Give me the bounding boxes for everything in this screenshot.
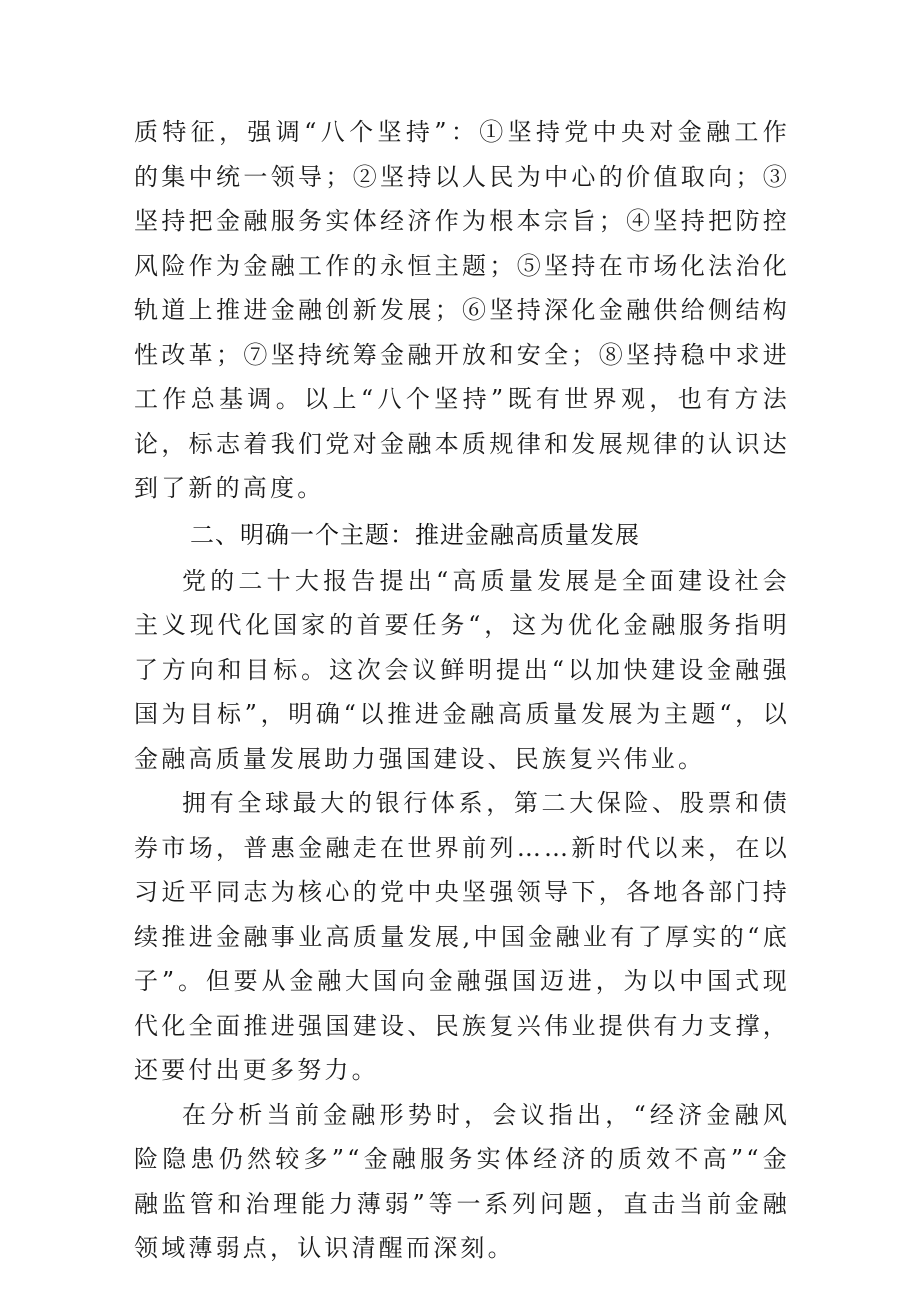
- paragraph-financial-system: 拥有全球最大的银行体系，第二大保险、股票和债券市场，普惠金融走在世界前列……新时代以来，在以习近平同志为核心的党中央坚强领导下，各地各部门持续推进金融事业高质量发展,中国金融业有了厚实的“底子”。但要从金融大国向金融强国迈进，为以中国式现代化全面推进强国建设、民族复兴伟业提供有力支撑，还要付出更多努力。: [134, 789, 790, 1084]
- paragraph-financial-risks: 在分析当前金融形势时，会议指出，“经济金融风险隐患仍然较多”“金融服务实体经济的质效不高”“金融监管和治理能力薄弱”等一系列问题，直击当前金融领域薄弱点，认识清醒而深刻。: [134, 1100, 790, 1262]
- section-heading-two: 二、明确一个主题：推进金融高质量发展: [190, 520, 640, 549]
- paragraph-high-quality-development: 党的二十大报告提出“高质量发展是全面建设社会主义现代化国家的首要任务“，这为优化金融服务指明了方向和目标。这次会议鲜明提出“以加快建设金融强国为目标”，明确“以推进金融高质量发展为主题“，以金融高质量发展助力强国建设、民族复兴伟业。: [134, 566, 790, 773]
- document-body: [134, 110, 790, 1271]
- paragraph-eight-persistences: 质特征，强调“八个坚持”：①坚持党中央对金融工作的集中统一领导；②坚持以人民为中心的价值取向；③坚持把金融服务实体经济作为根本宗旨；④坚持把防控风险作为金融工作的永恒主题；⑤坚持在市场化法治化轨道上推进金融创新发展；⑥坚持深化金融供给侧结构性改革；⑦坚持统筹金融开放和安全；⑧坚持稳中求进工作总基调。以上“八个坚持”既有世界观，也有方法论，标志着我们党对金融本质规律和发展规律的认识达到了新的高度。: [134, 118, 790, 502]
